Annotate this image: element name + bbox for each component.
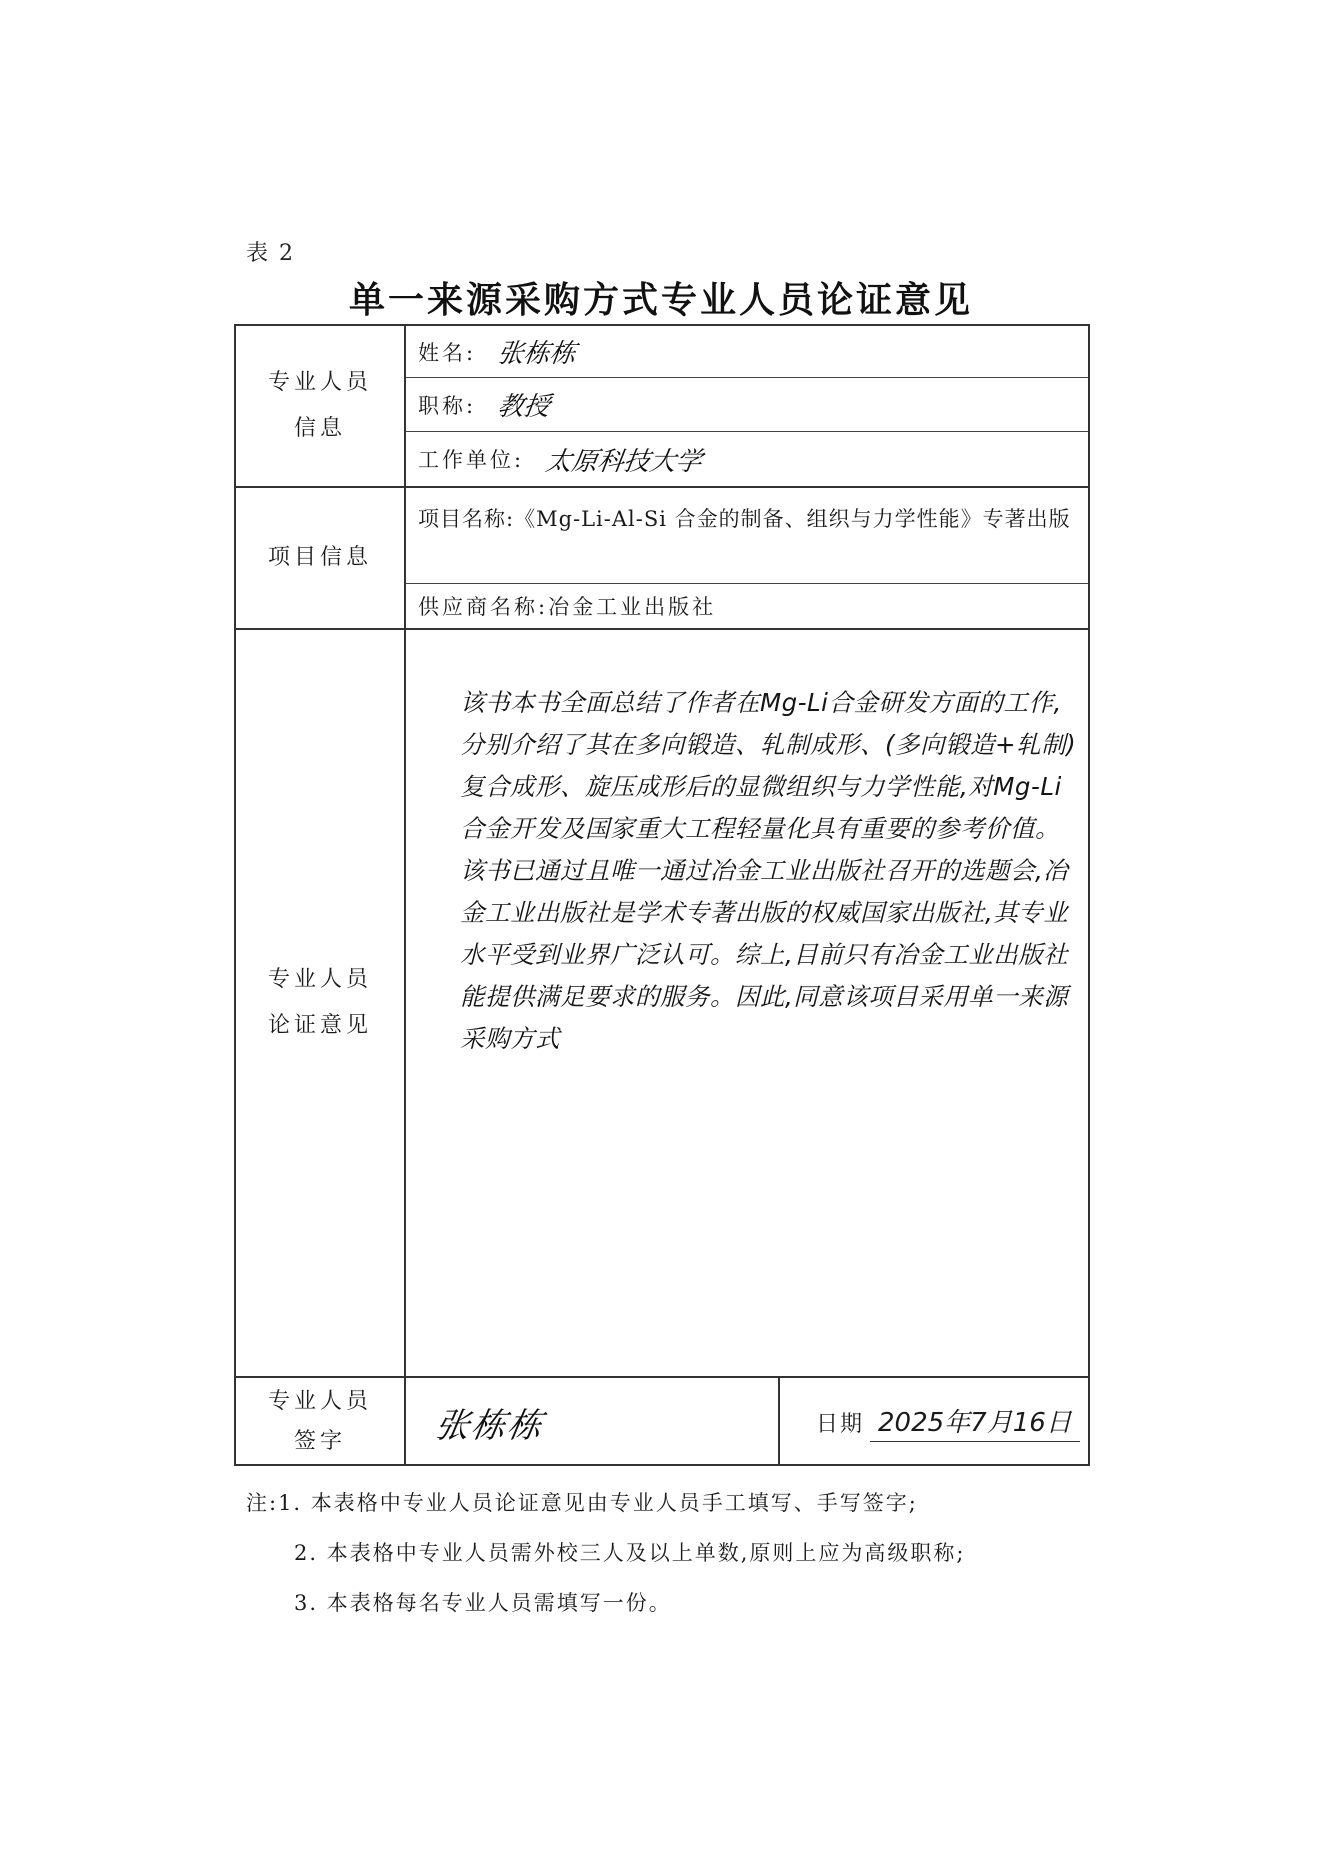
project-name: 项目名称:《Mg-Li-Al-Si 合金的制备、组织与力学性能》专著出版 [418, 507, 1071, 531]
signature-label-line2: 签字 [293, 1429, 346, 1454]
opinion-row [236, 630, 1088, 1378]
note-1: 注:1. 本表格中专业人员论证意见由专业人员手工填写、手写签字; [246, 1491, 918, 1515]
project-name-field [406, 488, 1088, 584]
opinion-handwritten-text: 该书本书全面总结了作者在Mg-Li合金研发方面的工作,分别介绍了其在多向锻造、轧制成形、(多向锻造+轧制)复合成形、旋压成形后的显微组织与力学性能,对Mg-Li合金开发及国家重大工程轻量化具有重要的参考价值。该书已通过且唯一通过冶金工业出版社召开的选题会,冶金工业出版社是学术专著出版的权威国家出版社,其专业水平受到业界广泛认可。综上,目前只有冶金工业出版社能提供满足要求的服务。因此,同意该项目采用单一来源采购方式 [460, 688, 1077, 1053]
name-label: 姓名: [418, 340, 477, 365]
project-info-content [406, 488, 1088, 628]
supplier-name: 供应商名称:冶金工业出版社 [418, 595, 717, 619]
title-field [406, 378, 1088, 432]
expert-info-row [236, 326, 1088, 488]
opinion-label [236, 630, 406, 1376]
expert-info-label-line2: 信息 [293, 416, 346, 441]
unit-label: 工作单位: [418, 448, 525, 472]
title-label: 职称: [418, 393, 477, 418]
name-field [406, 326, 1088, 378]
document-title: 单一来源采购方式专业人员论证意见 [348, 279, 973, 321]
date-label: 日期 [816, 1411, 865, 1437]
note-3: 3. 本表格每名专业人员需填写一份。 [294, 1591, 672, 1615]
handwritten-signature: 张栋栋 [431, 1405, 547, 1446]
date-cell [780, 1378, 1088, 1466]
unit-field [406, 432, 1088, 486]
title-value: 教授 [495, 392, 552, 422]
expert-info-content [406, 326, 1088, 486]
opinion-label-line2: 论证意见 [267, 1013, 372, 1038]
expert-info-label [236, 326, 406, 486]
name-value: 张栋栋 [495, 339, 578, 369]
date-value: 2025年7月16日 [870, 1402, 1080, 1442]
opinion-label-line1: 专业人员 [267, 967, 372, 992]
unit-value: 太原科技大学 [543, 446, 704, 477]
signature-label [236, 1378, 406, 1466]
notes [246, 1478, 965, 1628]
argument-form [234, 324, 1090, 1466]
signature-label-line1: 专业人员 [267, 1389, 372, 1414]
signature-row [236, 1378, 1088, 1466]
note-2: 2. 本表格中专业人员需外校三人及以上单数,原则上应为高级职称; [294, 1541, 966, 1565]
signature-cell [406, 1378, 780, 1466]
project-info-row [236, 488, 1088, 630]
project-info-label: 项目信息 [236, 488, 406, 628]
opinion-content [406, 630, 1088, 1376]
expert-info-label-line1: 专业人员 [267, 370, 372, 395]
table-number: 表 2 [246, 241, 295, 266]
signature-content [406, 1378, 1088, 1466]
supplier-field [406, 584, 1088, 628]
